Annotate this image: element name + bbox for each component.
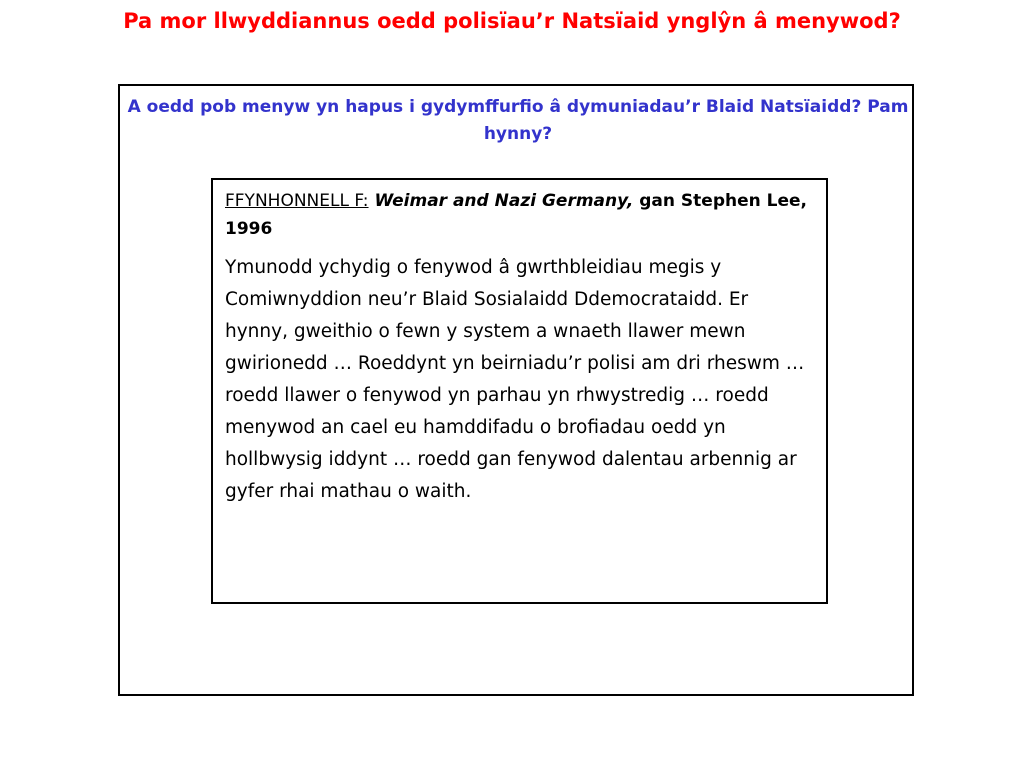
slide-title: Pa mor llwyddiannus oedd polisïau’r Natsïaid ynglŷn â menywod?	[123, 9, 901, 33]
source-author-year: gan Stephen Lee, 1996	[225, 191, 807, 239]
source-label: FFYNHONNELL F:	[225, 191, 369, 211]
source-body-text: Ymunodd ychydig o fenywod â gwrthbleidiau megis y Comiwnyddion neu’r Blaid Sosialaidd Ddemocrataidd. Er hynny, gweithio o fewn y system a wnaeth llawer mewn gwirionedd … Roeddynt yn beirniadu’r polisi am dri rheswm … roedd llawer o fenywod yn parhau yn rhwystredig … roedd menywod an cael eu hamddifadu o brofiadau oedd yn hollbwysig iddynt … roedd gan fenywod dalentau arbennig ar gyfer rhai mathau o waith.	[225, 257, 805, 502]
source-box	[211, 178, 828, 604]
question-text: A oedd pob menyw yn hapus i gydymffurfio â dymuniadau’r Blaid Natsïaidd? Pam hynny?	[127, 97, 909, 144]
source-book-title: Weimar and Nazi Germany,	[374, 191, 634, 211]
source-heading	[225, 187, 816, 243]
